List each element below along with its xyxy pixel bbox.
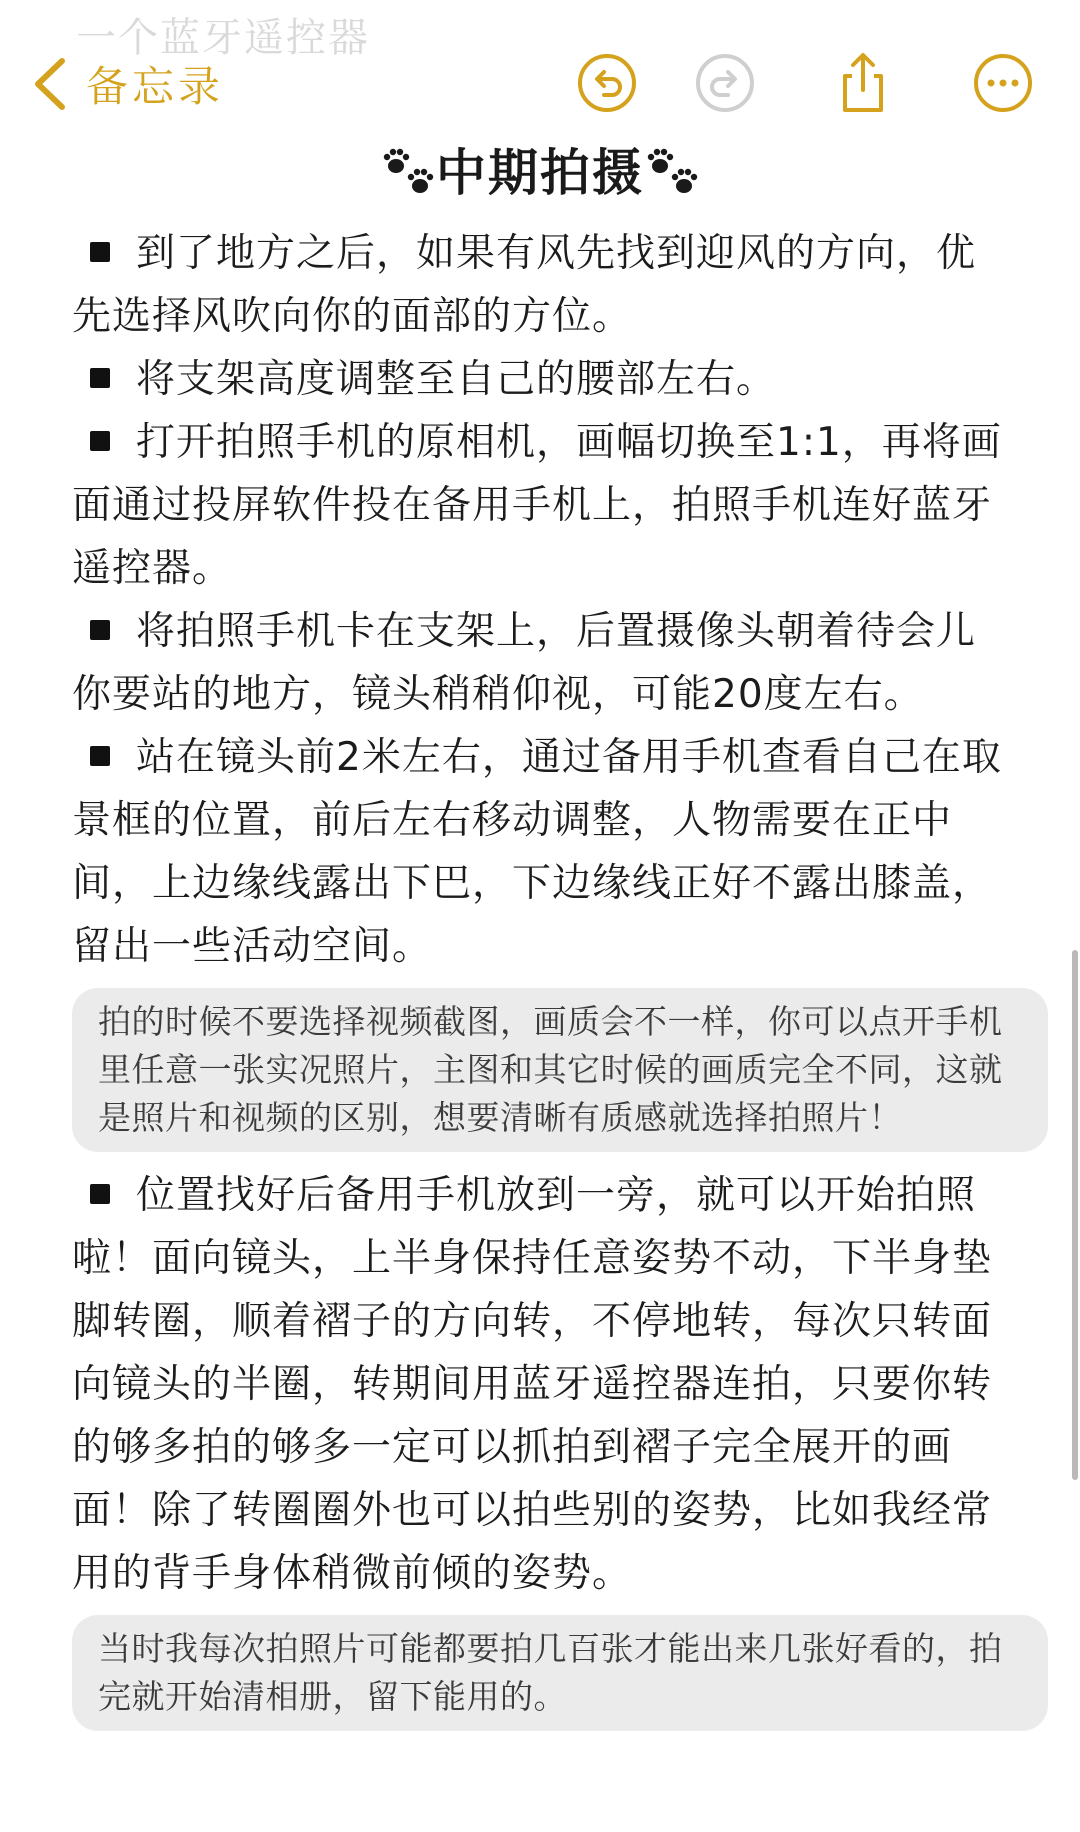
scrollbar[interactable] [1072,950,1078,1480]
more-button[interactable] [972,52,1034,114]
paragraph [72,726,1012,978]
toolbar [0,40,1080,130]
back-label: 备忘录 [86,62,225,111]
share-button[interactable] [832,52,894,114]
undo-button[interactable] [576,52,638,114]
square-bullet-icon [90,431,110,451]
paragraph-text: 到了地方之后，如果有风先找到迎风的方向，优先选择风吹向你的面部的方位。 [72,231,977,339]
note-title [0,133,1080,205]
paragraph-text: 打开拍照手机的原相机，画幅切换至1:1，再将画面通过投屏软件投在备用手机上，拍照手机连好蓝牙遥控器。 [72,420,1002,591]
paragraph-text: 站在镜头前2米左右，通过备用手机查看自己在取景框的位置，前后左右移动调整，人物需要在正中间，上边缘线露出下巴，下边缘线正好不露出膝盖，留出一些活动空间。 [72,735,1002,969]
share-icon [832,52,894,114]
paragraph [72,222,1012,348]
paw-prints-icon [380,146,436,198]
undo-icon [576,52,638,114]
back-button[interactable] [30,54,224,114]
paragraph-text: 将支架高度调整至自己的腰部左右。 [136,357,777,402]
chevron-left-icon [30,57,72,111]
paragraph [72,600,1012,726]
note-title-text: 中期拍摄 [436,144,644,202]
callout-block: 当时我每次拍照片可能都要拍几百张才能出来几张好看的，拍完就开始清相册，留下能用的。 [72,1615,1048,1731]
square-bullet-icon [90,1184,110,1204]
more-icon [972,52,1034,114]
callout-block: 拍的时候不要选择视频截图，画质会不一样，你可以点开手机里任意一张实况照片，主图和其它时候的画质完全不同，这就是照片和视频的区别，想要清晰有质感就选择拍照片！ [72,988,1048,1152]
paragraph [72,411,1012,600]
square-bullet-icon [90,368,110,388]
previous-note-title: 一个蓝牙遥控器 [76,15,370,61]
paragraph-text: 位置找好后备用手机放到一旁，就可以开始拍照啦！面向镜头，上半身保持任意姿势不动，下半身垫脚转圈，顺着褶子的方向转，不停地转，每次只转面向镜头的半圈，转期间用蓝牙遥控器连拍，只要你转的够多拍的够多一定可以抓拍到褶子完全展开的画面！除了转圈圈外也可以拍些别的姿势，比如我经常用的背手身体稍微前倾的姿势。 [72,1173,993,1596]
square-bullet-icon [90,242,110,262]
paragraph-text: 将拍照手机卡在支架上，后置摄像头朝着待会儿你要站的地方，镜头稍稍仰视，可能20度左右。 [72,609,977,717]
note-body[interactable] [72,222,1012,1743]
square-bullet-icon [90,746,110,766]
redo-icon [694,52,756,114]
square-bullet-icon [90,620,110,640]
redo-button[interactable] [694,52,756,114]
paragraph [72,1164,1012,1605]
paw-prints-icon [644,146,700,198]
paragraph [72,348,1012,411]
